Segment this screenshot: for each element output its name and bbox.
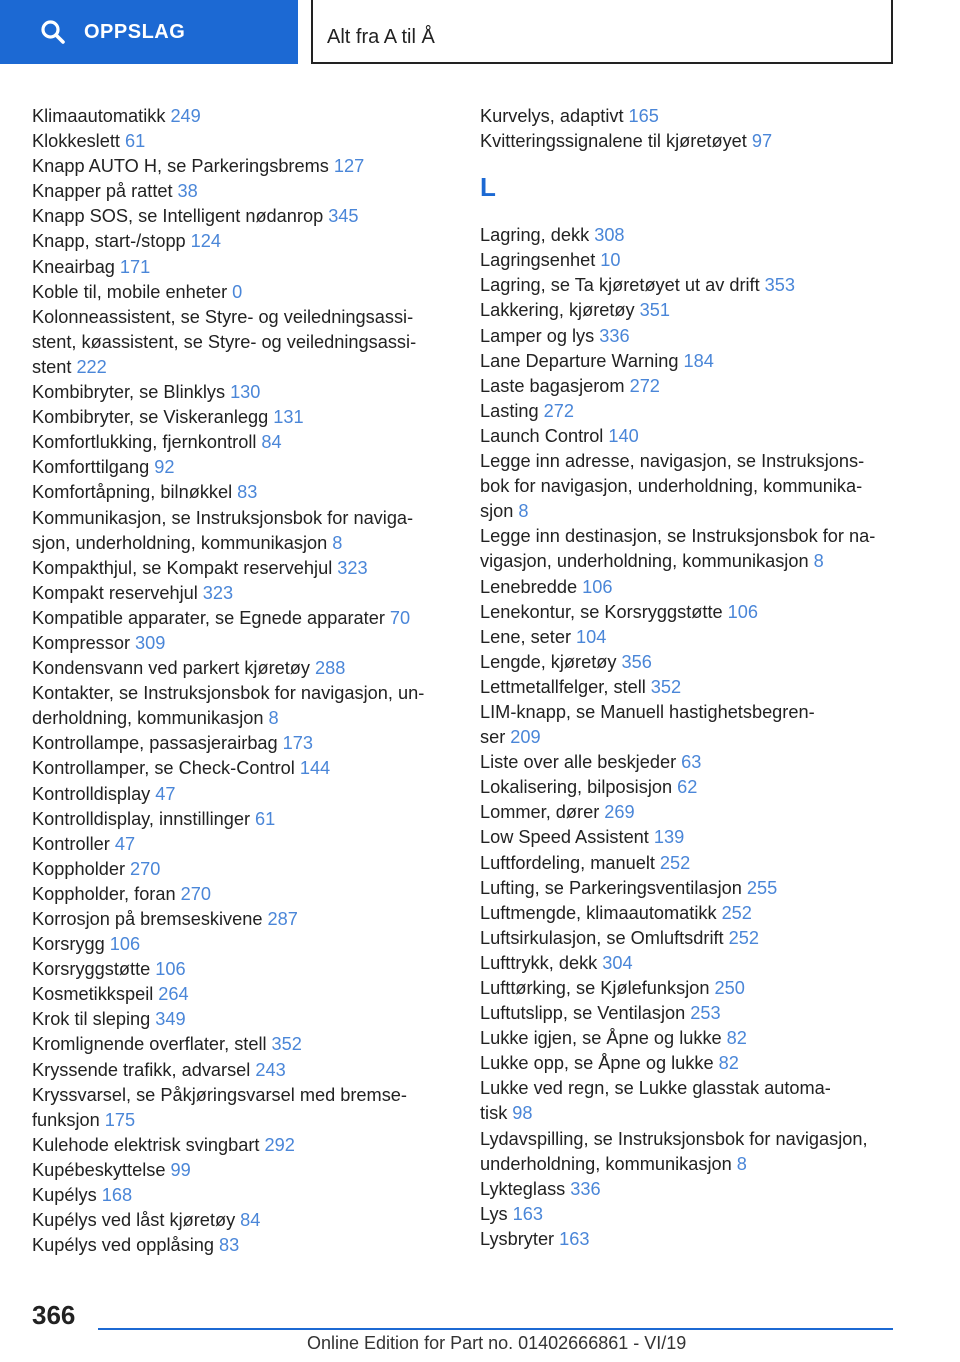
entry-text: tisk	[480, 1103, 508, 1124]
index-entry	[480, 223, 898, 248]
entry-text: Luftutslipp, se Ventilasjon	[480, 1003, 686, 1024]
index-entry	[480, 1127, 898, 1152]
index-entry	[480, 129, 898, 154]
entry-text: Lykteglass	[480, 1178, 566, 1199]
index-entry	[32, 756, 450, 781]
index-entry	[480, 625, 898, 650]
page-link[interactable]: 8	[268, 708, 279, 729]
entry-text: Knapp AUTO H, se Parkeringsbrems	[32, 156, 329, 177]
index-entries-k-continued	[480, 104, 898, 154]
entry-text: Kolonneassistent, se Styre- og veiledningsassi-	[32, 306, 414, 327]
section-label: OPPSLAG	[84, 20, 186, 43]
entry-text: Luftfordeling, manuelt	[480, 852, 655, 873]
page-link[interactable]: 323	[337, 557, 368, 578]
entry-text: bok for navigasjon, underholdning, kommunika-	[480, 476, 863, 497]
index-entry	[480, 575, 898, 600]
entry-text: Lysbryter	[480, 1228, 555, 1249]
page-link[interactable]: 352	[650, 676, 682, 697]
index-entry	[32, 405, 450, 430]
index-entry	[32, 1183, 450, 1208]
index-entry	[480, 1001, 898, 1026]
entry-text: stent, køassistent, se Styre- og veiledningsassi-	[32, 331, 417, 352]
entry-text: funksjon	[32, 1109, 100, 1130]
entry-text: Lengde, kjøretøy	[480, 651, 617, 672]
index-entry	[32, 957, 450, 982]
index-entry	[480, 248, 898, 273]
entry-text: Kurvelys, adaptivt	[480, 106, 624, 126]
entry-text: Lommer, dører	[480, 802, 600, 823]
page-link[interactable]: 309	[135, 632, 166, 653]
entry-text: Komfortlukking, fjernkontroll	[32, 432, 257, 453]
page-link[interactable]: 127	[333, 156, 365, 177]
index-entry	[480, 901, 898, 926]
page-link[interactable]: 165	[628, 106, 659, 126]
page-link[interactable]: 255	[746, 877, 778, 898]
page-link[interactable]: 171	[119, 256, 151, 277]
entry-text: Kupébeskyttelse	[32, 1159, 166, 1180]
index-entry	[480, 825, 898, 850]
index-entry-continuation	[480, 549, 898, 574]
page-link[interactable]: 130	[230, 382, 261, 403]
page-link[interactable]: 8	[736, 1153, 747, 1174]
page-link[interactable]: 175	[104, 1109, 136, 1130]
entry-text: Koppholder, foran	[32, 883, 176, 904]
entry-text: Kommunikasjon, se Instruksjonsbok for naviga-	[32, 507, 414, 528]
entry-text: Korsryggstøtte	[32, 959, 151, 980]
entry-text: Kromlignende overflater, stell	[32, 1034, 267, 1055]
search-icon	[40, 19, 66, 45]
index-entry	[32, 455, 450, 480]
index-entry	[480, 775, 898, 800]
entry-text: Lokalisering, bilposisjon	[480, 777, 673, 798]
index-entry	[32, 154, 450, 179]
entry-text: Luftmengde, klimaautomatikk	[480, 902, 717, 923]
index-entry	[32, 631, 450, 656]
page-link[interactable]: 106	[109, 934, 141, 955]
index-entry	[480, 524, 898, 549]
entry-text: Lagringsenhet	[480, 250, 596, 271]
index-entry	[32, 982, 450, 1007]
index-column-left	[32, 104, 450, 1258]
edition-text: Online Edition for Part no. 01402666861 - VI/19	[307, 1333, 687, 1353]
entry-text: Knapp SOS, se Intelligent nødanrop	[32, 206, 324, 227]
index-entry	[32, 782, 450, 807]
entry-text: Kupélys ved opplåsing	[32, 1235, 214, 1256]
index-entry	[480, 675, 898, 700]
page-link[interactable]: 8	[332, 532, 343, 553]
entry-text: Lufttrykk, dekk	[480, 952, 598, 973]
page-link[interactable]: 61	[255, 808, 276, 829]
index-entry	[32, 1233, 450, 1258]
index-entry	[32, 1058, 450, 1083]
index-entry-continuation	[32, 706, 450, 731]
entry-text: Kondensvann ved parkert kjøretøy	[32, 658, 310, 679]
entry-text: Kombibryter, se Viskeranlegg	[32, 407, 269, 428]
entry-text: Komforttilgang	[32, 457, 150, 478]
entry-text: Lydavspilling, se Instruksjonsbok for navigasjon,	[480, 1128, 868, 1149]
entry-text: Komfortåpning, bilnøkkel	[32, 482, 233, 503]
index-entry-continuation	[480, 725, 898, 750]
entry-text: Kontroller	[32, 833, 110, 854]
entry-text: Kulehode elektrisk svingbart	[32, 1134, 260, 1155]
entry-text: Lufting, se Parkeringsventilasjon	[480, 877, 742, 898]
entry-text: Koble til, mobile enheter	[32, 281, 228, 302]
index-entry	[480, 1076, 898, 1101]
index-entry	[32, 1032, 450, 1057]
entry-text: Kontrollamper, se Check-Control	[32, 758, 295, 779]
index-entry	[32, 1133, 450, 1158]
index-entry	[480, 876, 898, 901]
page-link[interactable]: 8	[813, 551, 824, 572]
index-entry	[32, 581, 450, 606]
index-entry	[480, 273, 898, 298]
index-entry	[480, 976, 898, 1001]
entry-text: Lukke ved regn, se Lukke glasstak automa-	[480, 1078, 831, 1099]
entry-text: Kupélys	[32, 1185, 97, 1206]
index-entry-continuation	[32, 1108, 450, 1133]
index-entry	[32, 656, 450, 681]
index-entry	[480, 700, 898, 725]
entry-text: Low Speed Assistent	[480, 827, 649, 848]
index-entry-continuation	[32, 330, 450, 355]
entry-text: Klokkeslett	[32, 131, 120, 152]
section-tab[interactable]	[0, 0, 298, 64]
entry-text: stent	[32, 356, 72, 377]
page-link[interactable]: 249	[170, 106, 201, 126]
page-title: Alt fra A til Å	[327, 26, 435, 48]
index-entry	[32, 480, 450, 505]
index-entry	[32, 204, 450, 229]
index-entry	[32, 280, 450, 305]
index-entry	[32, 932, 450, 957]
index-entry	[480, 800, 898, 825]
page-link[interactable]: 272	[629, 375, 660, 396]
entry-text: Legge inn destinasjon, se Instruksjonsbok for na-	[480, 526, 876, 547]
index-entry	[480, 750, 898, 775]
entry-text: Luftsirkulasjon, se Omluftsdrift	[480, 927, 724, 948]
entry-text: Lagring, se Ta kjøretøyet ut av drift	[480, 275, 760, 296]
entry-text: ser	[480, 727, 506, 748]
page-link[interactable]: 8	[518, 501, 529, 522]
page-link[interactable]: 92	[154, 457, 175, 478]
index-entry	[32, 305, 450, 330]
page-link[interactable]: 83	[237, 482, 258, 503]
page-link[interactable]: 308	[594, 225, 625, 246]
page-link[interactable]: 163	[559, 1228, 590, 1249]
index-entry	[480, 374, 898, 399]
page-link[interactable]: 97	[751, 131, 773, 152]
page-link[interactable]: 272	[543, 400, 575, 421]
page-link[interactable]: 345	[328, 206, 359, 227]
page-link[interactable]: 243	[255, 1059, 286, 1080]
page-link[interactable]: 184	[683, 350, 714, 371]
index-entry	[480, 851, 898, 876]
page-link[interactable]: 356	[621, 651, 652, 672]
entry-text: Kontrolldisplay	[32, 783, 151, 804]
page-link[interactable]: 83	[219, 1235, 240, 1256]
page-link[interactable]: 288	[315, 658, 346, 679]
index-entries-l	[480, 223, 898, 1252]
entry-text: vigasjon, underholdning, kommunikasjon	[480, 551, 809, 572]
page-link[interactable]: 106	[582, 576, 613, 597]
entry-text: Lettmetallfelger, stell	[480, 676, 646, 697]
index-entry-continuation	[480, 499, 898, 524]
page-link[interactable]: 269	[604, 802, 635, 823]
entry-text: Launch Control	[480, 425, 604, 446]
index-entry	[32, 179, 450, 204]
index-entry	[480, 600, 898, 625]
page-link[interactable]: 222	[76, 356, 107, 377]
index-entry	[480, 298, 898, 323]
page-link[interactable]: 106	[155, 959, 186, 980]
entry-text: Laste bagasjerom	[480, 375, 625, 396]
page-link[interactable]: 47	[114, 833, 136, 854]
page-link[interactable]: 47	[155, 783, 176, 804]
index-entry	[32, 556, 450, 581]
entry-text: Kompressor	[32, 632, 131, 653]
entry-text: Legge inn adresse, navigasjon, se Instruksjons-	[480, 451, 865, 472]
page-link[interactable]: 140	[608, 425, 639, 446]
entry-text: Korsrygg	[32, 934, 105, 955]
index-entry-continuation	[480, 1152, 898, 1177]
entry-text: Lenekontur, se Korsryggstøtte	[480, 601, 723, 622]
entry-text: Koppholder	[32, 858, 126, 879]
entry-text: Klimaautomatikk	[32, 106, 166, 126]
entry-text: LIM-knapp, se Manuell hastighetsbegren-	[480, 701, 815, 722]
page-link[interactable]: 82	[726, 1028, 747, 1049]
page-link[interactable]: 0	[232, 281, 243, 302]
index-entry	[480, 650, 898, 675]
index-entry	[32, 380, 450, 405]
index-entry	[32, 606, 450, 631]
entry-text: sjon	[480, 501, 514, 522]
index-entry-continuation	[480, 474, 898, 499]
page-link[interactable]: 353	[764, 275, 796, 296]
index-entry	[32, 430, 450, 455]
page-link[interactable]: 252	[659, 852, 691, 873]
entry-text: derholdning, kommunikasjon	[32, 708, 264, 729]
entry-text: Kombibryter, se Blinklys	[32, 382, 226, 403]
index-entry	[480, 1227, 898, 1252]
index-entry	[480, 324, 898, 349]
index-entry	[480, 951, 898, 976]
header-title-box	[311, 0, 893, 64]
page-link[interactable]: 270	[130, 858, 161, 879]
page-link[interactable]: 62	[677, 777, 698, 798]
entry-text: Lene, seter	[480, 626, 571, 647]
entry-text: Kompakt reservehjul	[32, 582, 198, 603]
page-link[interactable]: 352	[271, 1034, 302, 1055]
entry-text: Kontakter, se Instruksjonsbok for navigasjon, un-	[32, 683, 425, 704]
index-entry-continuation	[32, 531, 450, 556]
page-link[interactable]: 253	[690, 1003, 721, 1024]
page-link[interactable]: 106	[727, 601, 758, 622]
index-entry	[480, 449, 898, 474]
page-link[interactable]: 124	[190, 231, 222, 252]
page-link[interactable]: 287	[267, 909, 298, 929]
entry-text: Kupélys ved låst kjøretøy	[32, 1210, 236, 1231]
page-link[interactable]: 84	[240, 1210, 261, 1231]
entry-text: Lagring, dekk	[480, 225, 590, 246]
page-link[interactable]: 264	[158, 984, 189, 1005]
entry-text: Lenebredde	[480, 576, 578, 597]
entry-text: underholdning, kommunikasjon	[480, 1153, 732, 1174]
index-entry-continuation	[480, 1101, 898, 1126]
index-entry	[32, 807, 450, 832]
page-link[interactable]: 323	[202, 582, 234, 603]
footer-divider	[98, 1328, 893, 1330]
page-link[interactable]: 82	[718, 1053, 739, 1074]
index-entry-continuation	[32, 355, 450, 380]
page-link[interactable]: 70	[389, 607, 411, 628]
entry-text: Lamper og lys	[480, 325, 595, 346]
index-entry	[32, 255, 450, 280]
page-link[interactable]: 349	[155, 1009, 186, 1030]
page-link[interactable]: 163	[512, 1203, 543, 1224]
index-entry	[32, 129, 450, 154]
entry-text: Kryssvarsel, se Påkjøringsvarsel med bremse-	[32, 1084, 407, 1105]
index-entry	[480, 349, 898, 374]
index-entry	[480, 1051, 898, 1076]
index-entry	[32, 1208, 450, 1233]
page-link[interactable]: 98	[512, 1103, 533, 1124]
entry-text: Krok til sleping	[32, 1009, 151, 1030]
index-entry	[480, 1026, 898, 1051]
index-entry	[32, 681, 450, 706]
page-link[interactable]: 252	[728, 927, 759, 948]
section-letter: L	[480, 172, 496, 203]
entry-text: Lukke opp, se Åpne og lukke	[480, 1053, 714, 1074]
page-link[interactable]: 99	[170, 1159, 191, 1180]
page-link[interactable]: 292	[264, 1134, 295, 1155]
index-entry	[32, 907, 450, 932]
index-entry	[32, 1158, 450, 1183]
page-link[interactable]: 61	[124, 131, 146, 152]
entry-text: Lakkering, kjøretøy	[480, 300, 635, 321]
entry-text: Kosmetikkspeil	[32, 984, 154, 1005]
index-entry	[480, 926, 898, 951]
index-entry	[480, 399, 898, 424]
entry-text: Kontrollampe, passasjerairbag	[32, 733, 278, 754]
index-entry	[32, 882, 450, 907]
page-link[interactable]: 131	[273, 407, 304, 428]
page-link[interactable]: 250	[714, 978, 745, 998]
entry-text: Lys	[480, 1203, 508, 1224]
entry-text: Lufttørking, se Kjølefunksjon	[480, 978, 710, 998]
index-entry	[32, 104, 450, 129]
page-link[interactable]: 168	[101, 1185, 133, 1206]
page-link[interactable]: 173	[282, 733, 314, 754]
entry-text: Kryssende trafikk, advarsel	[32, 1059, 251, 1080]
index-entry	[32, 1083, 450, 1108]
page-link[interactable]: 10	[600, 250, 621, 271]
page-link[interactable]: 139	[653, 827, 685, 848]
index-entry	[480, 104, 898, 129]
page-link[interactable]: 351	[639, 300, 670, 321]
index-column-right	[480, 104, 898, 1252]
page-link[interactable]: 63	[681, 752, 702, 773]
entry-text: Knapp, start-/stopp	[32, 231, 186, 252]
entry-text: sjon, underholdning, kommunikasjon	[32, 532, 328, 553]
entry-text: Kontrolldisplay, innstillinger	[32, 808, 251, 829]
entry-text: Kompakthjul, se Kompakt reservehjul	[32, 557, 333, 578]
index-entry	[32, 731, 450, 756]
page-link[interactable]: 144	[299, 758, 331, 779]
index-entry	[32, 832, 450, 857]
index-entry	[480, 1177, 898, 1202]
page-link[interactable]: 304	[602, 952, 633, 973]
entry-text: Korrosjon på bremseskivene	[32, 909, 263, 929]
page-link[interactable]: 270	[180, 883, 211, 904]
entry-text: Lasting	[480, 400, 539, 421]
entry-text: Lukke igjen, se Åpne og lukke	[480, 1028, 722, 1049]
page-number: 366	[32, 1300, 76, 1330]
page-link[interactable]: 252	[721, 902, 752, 923]
page-link[interactable]: 104	[576, 626, 607, 647]
index-entry	[480, 1202, 898, 1227]
index-entry	[32, 506, 450, 531]
index-entry	[32, 229, 450, 254]
entry-text: Lane Departure Warning	[480, 350, 679, 371]
entry-text: Liste over alle beskjeder	[480, 752, 677, 773]
page-link[interactable]: 209	[510, 727, 541, 748]
entry-text: Kompatible apparater, se Egnede apparater	[32, 607, 385, 628]
index-entry	[480, 424, 898, 449]
entry-text: Knapper på rattet	[32, 181, 173, 202]
page-link[interactable]: 38	[177, 181, 198, 202]
index-entry	[32, 857, 450, 882]
page-link[interactable]: 336	[599, 325, 630, 346]
page-link[interactable]: 336	[570, 1178, 601, 1199]
entry-text: Kvitteringssignalene til kjøretøyet	[480, 131, 747, 152]
entry-text: Kneairbag	[32, 256, 115, 277]
page-link[interactable]: 84	[261, 432, 282, 453]
index-entry	[32, 1007, 450, 1032]
